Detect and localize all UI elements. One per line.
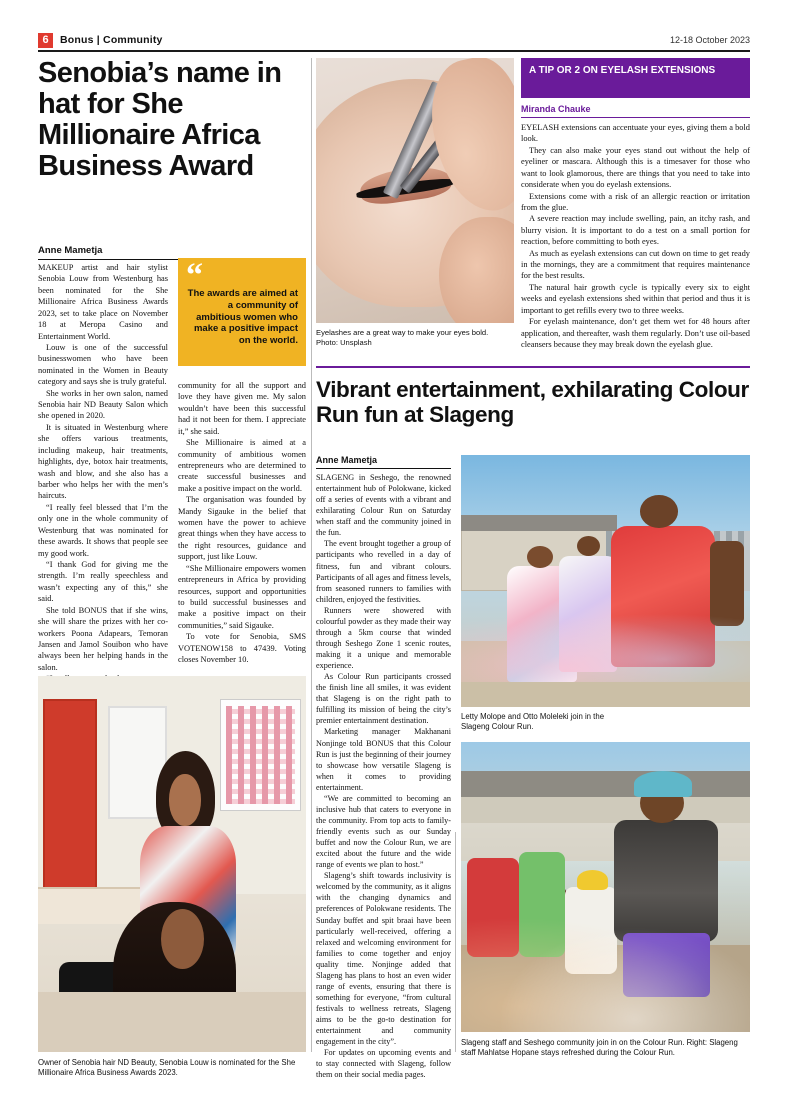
paragraph: She told BONUS that if she wins, she will share the prizes with her co-workers Poona Adapears, Temoran Jansen and Jamol Souibon who have always been her helping hands in the salon. [38, 605, 168, 672]
paragraph: “We are committed to becoming an inclusive hub that caters to everyone in the community. From top acts to family-friendly events such as our Sunday buffet and now the Colour Run, we are excited about the future and the wide range of events we plan to host.” [316, 793, 451, 870]
paragraph: EYELASH extensions can accentuate your eyes, giving them a bold look. [521, 123, 750, 144]
section-rule [316, 366, 750, 368]
paragraph: SLAGENG in Seshego, the renowned entertainment hub of Polokwane, kicked off a series of events with a vibrant and exhilarating Colour Run on Saturday when staff and the community joined in the fun. [316, 473, 451, 538]
paragraph: She Millionaire is aimed at a community of ambitious women entrepreneurs who are determined to create successful businesses and make a positive impact on the world. [178, 438, 306, 493]
pullquote-text: The awards are aimed at a community of ambitious women who make a positive impact on the world. [187, 288, 298, 347]
paragraph: A severe reaction may include swelling, pain, an itchy rash, and blurry vision. It is important to do a test on a small portion for reaction, before committing to both eyes. [521, 214, 750, 247]
story2-byline: Anne Mametja [316, 455, 451, 469]
photo-credit: Photo: Unsplash [316, 338, 372, 348]
header-rule [38, 50, 750, 52]
story1-byline: Anne Mametja [38, 245, 306, 260]
paragraph: Extensions come with a risk of an allergic reaction or irritation from the glue. [521, 191, 750, 212]
caption-text: Eyelashes are a great way to make your eyes bold. [316, 328, 489, 337]
paragraph: “She Millionaire empowers women entrepreneurs in Africa by providing resources, support and opportunities to build successful businesses and make a positive impact on their communities,” said Sigauke. [178, 563, 306, 630]
eyelash-photo-caption [316, 328, 514, 348]
section-title: Bonus | Community [60, 34, 163, 46]
eyelash-photo [316, 58, 514, 323]
story1-column-a [38, 262, 168, 672]
paragraph: Louw is one of the successful businesswomen who have been nominated in the Women in Beauty category and says she is truly grateful. [38, 342, 168, 387]
photo-art [461, 455, 750, 707]
paragraph: They can also make your eyes stand out without the help of eyeliner or mascara. Although this is a timesaver for those who want to look glamorous, there are things that you need to take into considerate when you do eyelash extensions. [521, 145, 750, 190]
story1-column-b [178, 380, 306, 670]
photo-art [316, 58, 514, 323]
paragraph: “I thank God for giving me the strength. I’m really speechless and wasn’t expecting any of this,” she said. [38, 559, 168, 604]
paragraph: The organisation was founded by Mandy Sigauke in the belief that women have the power to achieve great things when they have access to the right resources, guidance and support, just like Louw. [178, 495, 306, 562]
tip-byline: Miranda Chauke [521, 104, 750, 118]
issue-date: 12-18 October 2023 [669, 35, 750, 45]
paragraph: The event brought together a group of participants who revelled in a day of fitness, fun and vibrant colours. Participants of all ages and fitness levels, from seasoned runners to families with children, enjoyed the festivities. [316, 539, 451, 604]
column-divider [455, 832, 456, 1052]
paragraph: For eyelash maintenance, don’t get them wet for 48 hours after application, and thereafter, wash them regularly. Don’t use oil-based cleansers because they may break down the eyelash glue. [521, 317, 750, 350]
tip-body [521, 122, 750, 352]
paragraph: As Colour Run participants crossed the finish line all smiles, it was evident that Slageng is on the right path to fulfilling its mission of being the city’s premier entertainment destination. [316, 672, 451, 726]
paragraph: Marketing manager Makhanani Nonjinge told BONUS that this Colour Run is just the beginning of their journey to showcase how versatile Slageng is when it comes to providing entertainment. [316, 727, 451, 792]
paragraph: For updates on upcoming events and to stay connected with Slageng, follow them on their social media pages. [316, 1048, 451, 1080]
paragraph: As much as eyelash extensions can cut down on time to get ready in the mornings, they are a commitment that requires maintenance for the best results. [521, 248, 750, 281]
colour-run-photo-1 [461, 455, 750, 707]
paragraph: MAKEUP artist and hair stylist Senobia Louw from Westenburg has been nominated for the She Millionaire Africa Business Awards 2023, set to take place on November 18 at Meropa Casino and Entertainment World. [38, 263, 168, 341]
paragraph: She works in her own salon, named Senobia hair ND Beauty Salon which she opened in 2020. [38, 388, 168, 421]
masthead [38, 28, 750, 52]
paragraph: The natural hair growth cycle is typically every six to eight weeks and eyelash extensions shed within that period and thus it is important to get refills every two to three weeks. [521, 282, 750, 315]
story1-headline: Senobia’s name in hat for She Millionaire Africa Business Award [38, 57, 282, 183]
paragraph: “I really feel blessed that I’m the only one in the whole community of Westenburg that was nominated for these awards. It shows that people see my good work. [38, 502, 168, 558]
colour-run-photo-1-caption: Letty Molope and Otto Moleleki join in the Slageng Colour Run. [461, 712, 605, 732]
photo-art [38, 676, 306, 1052]
salon-photo-caption: Owner of Senobia hair ND Beauty, Senobia Louw is nominated for the She Millionaire Africa Business Awards 2023. [38, 1058, 296, 1078]
colour-run-photo-2-caption: Slageng staff and Seshego community join in on the Colour Run. Right: Slageng staff Mahlatse Hopane stays refreshed during the Colour Run. [461, 1038, 738, 1058]
tip-banner [521, 58, 750, 98]
paragraph: Slageng’s shift towards inclusivity is welcomed by the community, as it aligns with the changing dynamics and preferences of Polokwane residents. The Sunday buffet and spit braai have been particularly well-received, offering a relaxed and welcoming environment for families to come together and enjoy quality time. Nonjinge added that Slageng has plans to host an even wider range of events, ensuring that there is something for everyone, “from cultural festivals to wellness retreats, Slageng aims to be the go-to destination for entertainment and community engagement in the city”. [316, 871, 451, 1047]
colour-run-photo-2 [461, 742, 750, 1032]
page-number-badge: 6 [38, 33, 53, 48]
salon-photo [38, 676, 306, 1052]
tip-banner-title: A TIP OR 2 ON EYELASH EXTENSIONS [529, 65, 716, 76]
paragraph: To vote for Senobia, SMS VOTENOW158 to 47439. Voting closes November 10. [178, 632, 306, 665]
story1-pullquote [178, 258, 306, 366]
paragraph: It is situated in Westenburg where she offers various treatments, including makeup, hair treatments, highlights, dye, botox hair treatments, wash and blow, and she also has a barber who helps her with the men’s haircuts. [38, 422, 168, 501]
paragraph: Runners were showered with colourful powder as they made their way through a 5km course that winded through Seshego Zone 1 scenic routes, making it a unique and memorable experience. [316, 605, 451, 671]
column-divider [311, 58, 312, 1052]
story2-headline: Vibrant entertainment, exhilarating Colour Run fun at Slageng [316, 377, 749, 427]
photo-art [461, 742, 750, 1032]
story2-column [316, 472, 451, 1080]
paragraph: community for all the support and love they have given me. My salon wouldn’t have been this successful had it not been for them. I appreciate it,” she said. [178, 381, 306, 436]
quote-mark-icon: “ [186, 257, 203, 294]
